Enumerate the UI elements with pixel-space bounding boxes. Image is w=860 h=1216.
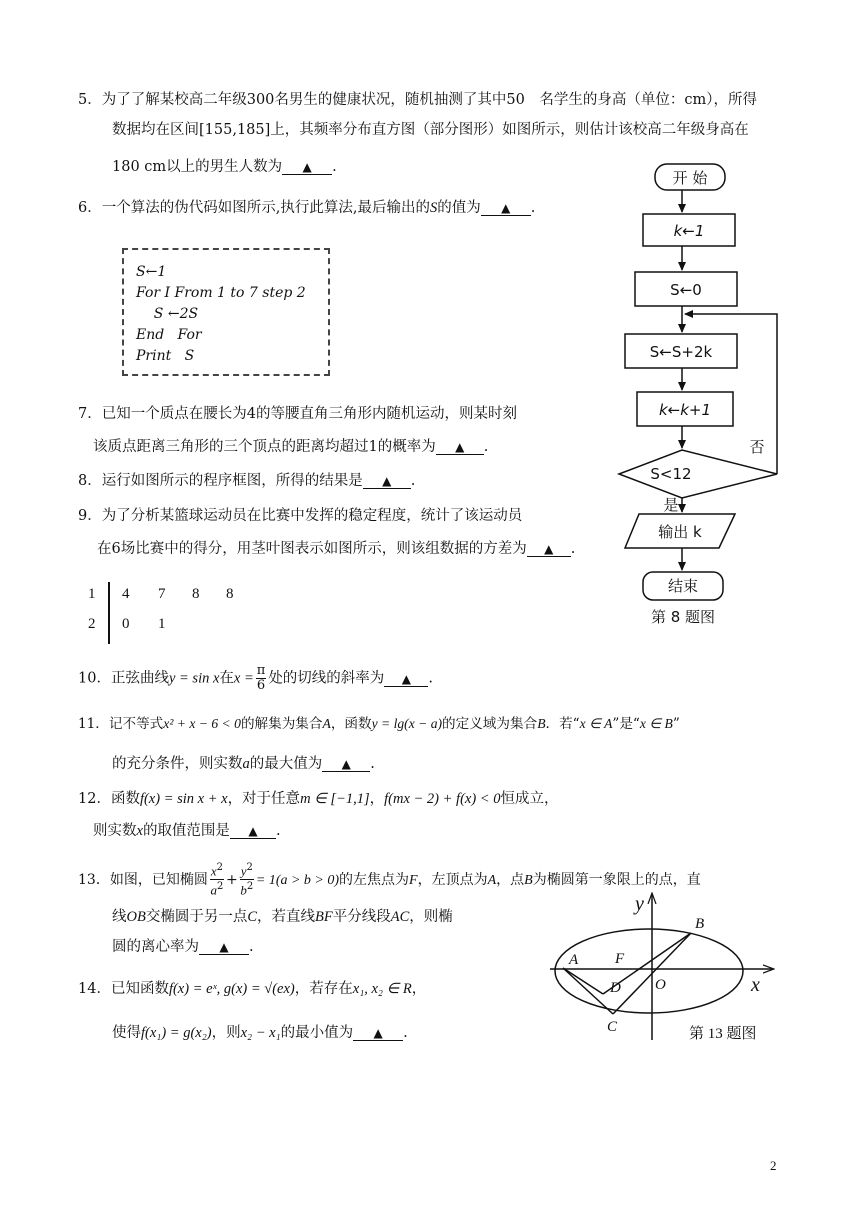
q13-text: 为椭圆第一象限上的点，直 bbox=[532, 871, 701, 888]
flowchart-end-label: 结束 bbox=[667, 577, 699, 595]
q12-tail: . bbox=[275, 823, 281, 839]
numerator: π bbox=[256, 663, 266, 678]
var-a: a bbox=[242, 756, 250, 772]
q13-cond: = 1(a > b > 0) bbox=[255, 872, 340, 888]
q14-diff: x₂ − x₁ bbox=[240, 1025, 281, 1041]
q11-text: ，函数 bbox=[330, 716, 372, 732]
question-13-line-2 bbox=[112, 907, 453, 927]
q11-text: ”是“ bbox=[612, 716, 640, 732]
point-d-label: D bbox=[610, 980, 621, 996]
point-a: A bbox=[487, 872, 497, 888]
flowchart-kk1-label: k←k+1 bbox=[658, 401, 712, 419]
question-11-line-1 bbox=[78, 714, 680, 734]
q13-text: 交椭圆于另一点 bbox=[145, 909, 248, 925]
answer-blank: ▲ bbox=[527, 542, 571, 557]
set-b: B bbox=[537, 716, 546, 731]
q13-text: 圆的离心率为 bbox=[112, 939, 199, 955]
q7-tail: . bbox=[483, 439, 489, 455]
q12-text: 12．函数 bbox=[78, 791, 140, 807]
answer-blank: ▲ bbox=[230, 824, 276, 839]
pseudocode-line: S←1 bbox=[136, 264, 167, 280]
q14-text: ，则 bbox=[211, 1025, 241, 1041]
q13-text: 线 bbox=[112, 909, 127, 925]
stem-divider bbox=[108, 582, 110, 644]
q13-text: ，点 bbox=[496, 871, 525, 888]
point-a-label: A bbox=[569, 952, 579, 968]
ellipse-figure bbox=[545, 888, 785, 1048]
q14-text: 使得 bbox=[112, 1025, 141, 1041]
q14-funcs: f(x) = eˣ, g(x) = √(ex) bbox=[168, 981, 295, 997]
q14-tail: . bbox=[403, 1025, 408, 1041]
answer-blank: ▲ bbox=[481, 201, 531, 216]
q13-text: ，左顶点为 bbox=[417, 871, 488, 888]
flowchart-s0-label: S←0 bbox=[670, 281, 702, 299]
q11-text: 的最大值为 bbox=[249, 756, 323, 772]
pseudocode-line: For I From 1 to 7 step 2 bbox=[136, 285, 306, 301]
q12-text: 的取值范围是 bbox=[142, 823, 230, 839]
q14-eq: f(x₁) = g(x₂) bbox=[141, 1025, 212, 1041]
q14-text: ，若存在 bbox=[294, 981, 353, 997]
q13-text: ，则椭 bbox=[409, 909, 453, 925]
point-c-label: C bbox=[607, 1019, 618, 1035]
flowchart-no-label: 否 bbox=[749, 438, 765, 456]
q12-ineq: f(mx − 2) + f(x) < 0 bbox=[384, 791, 501, 807]
q5-text-2: 数据均在区间[155,185]上，其频率分布直方图（部分图形）如图所示，则估计该校高二年级身高在 bbox=[112, 122, 749, 138]
page-number: 2 bbox=[770, 1158, 777, 1173]
q5-tail: . bbox=[332, 159, 337, 175]
pseudocode-line: S ←2S bbox=[136, 306, 199, 322]
segment-ac: AC bbox=[390, 909, 410, 925]
flowchart-s2k-label: S←S+2k bbox=[649, 343, 713, 361]
leaf-value: 7 bbox=[158, 586, 166, 602]
question-7-line-2 bbox=[93, 437, 488, 457]
q13-tail: . bbox=[249, 939, 254, 955]
leaf-value: 8 bbox=[192, 586, 200, 602]
leaf-value: 0 bbox=[122, 616, 130, 632]
q11-text: 的解集为集合 bbox=[240, 716, 323, 732]
q8-tail: . bbox=[410, 473, 416, 489]
answer-blank: ▲ bbox=[384, 672, 428, 687]
q7-text-2: 该质点距离三角形的三个顶点的距离均超过1的概率为 bbox=[93, 439, 436, 455]
question-13-line-1: 13．如图，已知椭圆 $\frac{x^2}{a^2}$ + $\frac{y^2}{b^2}$ = 1(a > b > 0)的左焦点为F，左顶点为A，点B为椭圆第一象限上的点，直 bbox=[78, 862, 701, 898]
leaf-value: 4 bbox=[122, 586, 130, 602]
q12-text: 则实数 bbox=[93, 823, 137, 839]
q13-text: 平分线段 bbox=[332, 909, 391, 925]
fraction-x2-a2: $\frac{x^2}{a^2}$ bbox=[210, 862, 224, 898]
question-6 bbox=[78, 198, 535, 218]
q12-text: ，对于任意 bbox=[227, 791, 301, 807]
question-12-line-2 bbox=[93, 821, 281, 841]
stem-value: 2 bbox=[88, 616, 96, 632]
q6-text2: 的值为 bbox=[437, 200, 481, 216]
question-5-line-1 bbox=[78, 90, 757, 110]
flowchart-condition-node bbox=[619, 450, 777, 498]
q10-expr: y = sin x bbox=[168, 670, 220, 687]
q10-text: 10．正弦曲线 bbox=[78, 670, 169, 687]
set-a: A bbox=[322, 716, 331, 731]
question-14-line-1 bbox=[78, 979, 426, 999]
q12-text: ， bbox=[369, 791, 385, 807]
q11-text: ．若“ bbox=[545, 716, 580, 732]
leaf-value: 8 bbox=[226, 586, 234, 602]
flowchart-start-label: 开 始 bbox=[672, 169, 708, 187]
q11-tail: . bbox=[370, 756, 375, 772]
q11-text: 的定义域为集合 bbox=[442, 716, 538, 732]
ellipse bbox=[555, 929, 743, 1013]
answer-blank: ▲ bbox=[199, 940, 249, 955]
question-9-line-2 bbox=[97, 539, 575, 559]
q11-xa: x ∈ A bbox=[579, 716, 613, 731]
q9-tail: . bbox=[570, 541, 576, 557]
segment-ad-line bbox=[563, 968, 603, 994]
question-12-line-1 bbox=[78, 789, 558, 809]
q14-text: 14．已知函数 bbox=[78, 981, 169, 997]
question-5-line-3 bbox=[112, 157, 337, 177]
flowchart-yes-label: 是 bbox=[663, 496, 679, 514]
answer-blank: ▲ bbox=[363, 474, 411, 489]
question-10 bbox=[78, 664, 433, 693]
q13-text: ，若直线 bbox=[257, 909, 316, 925]
q11-xb: x ∈ B bbox=[639, 716, 673, 731]
question-7-line-1 bbox=[78, 404, 517, 424]
segment-ac-line bbox=[563, 968, 613, 1014]
pseudocode-line: End For bbox=[136, 327, 202, 343]
question-14-line-2 bbox=[112, 1023, 408, 1043]
answer-blank: ▲ bbox=[322, 757, 370, 772]
q14-text: 的最小值为 bbox=[280, 1025, 354, 1041]
question-13-line-3 bbox=[112, 937, 254, 957]
q12-func: f(x) = sin x + x bbox=[139, 791, 228, 807]
q8-text: 8．运行如图所示的程序框图，所得的结果是 bbox=[78, 473, 363, 489]
q11-text: 11．记不等式 bbox=[78, 716, 164, 732]
q9-text-2: 在6场比赛中的得分，用茎叶图表示如图所示，则该组数据的方差为 bbox=[97, 541, 527, 557]
answer-blank: ▲ bbox=[282, 160, 332, 175]
question-9-line-1 bbox=[78, 506, 522, 526]
q9-text-1: 9．为了分析某篮球运动员在比赛中发挥的稳定程度，统计了该运动员 bbox=[78, 508, 523, 524]
q6-tail: . bbox=[530, 200, 536, 216]
flowchart-figure bbox=[615, 160, 805, 630]
line-bf: BF bbox=[315, 909, 333, 925]
fraction-y2-b2: $\frac{y^2}{b^2}$ bbox=[240, 862, 254, 898]
q10-tail: . bbox=[428, 670, 433, 687]
q11-text: 的充分条件，则实数 bbox=[112, 756, 243, 772]
q12-m: m ∈ [−1,1] bbox=[300, 791, 370, 807]
question-11-line-2 bbox=[112, 754, 375, 774]
pseudocode-line: Print S bbox=[136, 348, 195, 364]
q14-text: ， bbox=[411, 981, 427, 997]
point-b: B bbox=[524, 872, 533, 888]
leaf-value: 1 bbox=[158, 616, 166, 632]
point-f: F bbox=[409, 872, 418, 888]
q11-ineq: x² + x − 6 < 0 bbox=[163, 716, 241, 731]
flowchart-output-label: 输出 k bbox=[658, 523, 702, 541]
question-8 bbox=[78, 471, 415, 491]
q12-text: 恒成立， bbox=[500, 791, 559, 807]
origin-label: O bbox=[655, 977, 666, 993]
q13-text: 的左焦点为 bbox=[339, 871, 410, 888]
q6-text: 6．一个算法的伪代码如图所示,执行此算法,最后输出的 bbox=[78, 200, 430, 216]
line-ob: OB bbox=[126, 909, 146, 925]
q13-text: 13．如图，已知椭圆 bbox=[78, 871, 208, 888]
flowchart-condition-label: S<12 bbox=[650, 465, 692, 483]
q5-text-3: 180 cm以上的男生人数为 bbox=[112, 159, 283, 175]
fig13-caption: 第 13 题图 bbox=[689, 1026, 757, 1042]
pseudocode-box bbox=[122, 248, 330, 376]
question-5-line-2 bbox=[112, 120, 749, 140]
point-b-label: B bbox=[695, 916, 705, 932]
point-f-label: F bbox=[615, 951, 625, 967]
denominator: 6 bbox=[256, 678, 266, 693]
q5-text-1: 5．为了了解某校高二年级300名男生的健康状况，随机抽测了其中50 名学生的身高（单位：cm），所得 bbox=[78, 92, 757, 108]
answer-blank: ▲ bbox=[436, 440, 484, 455]
x-axis-label: x bbox=[751, 974, 760, 996]
q6-var: S bbox=[429, 200, 438, 216]
q11-func: y = lg(x − a) bbox=[371, 716, 443, 731]
flowchart-k1-label: k←1 bbox=[673, 222, 705, 240]
q14-xs: x₁, x₂ ∈ R bbox=[352, 981, 412, 997]
flowchart-caption: 第 8 题图 bbox=[650, 608, 716, 626]
point-c: C bbox=[247, 909, 258, 925]
var-x: x bbox=[136, 823, 143, 839]
stem-value: 1 bbox=[88, 586, 96, 602]
q10-text3: 处的切线的斜率为 bbox=[268, 670, 385, 687]
answer-blank: ▲ bbox=[353, 1026, 403, 1041]
fraction-pi-over-6 bbox=[256, 664, 267, 693]
q10-xeq: x = bbox=[233, 670, 254, 687]
q10-text2: 在 bbox=[219, 670, 234, 687]
y-axis-label: y bbox=[635, 893, 644, 915]
q11-text: ” bbox=[672, 716, 680, 732]
q7-text-1: 7．已知一个质点在腰长为4的等腰直角三角形内随机运动，则某时刻 bbox=[78, 406, 517, 422]
